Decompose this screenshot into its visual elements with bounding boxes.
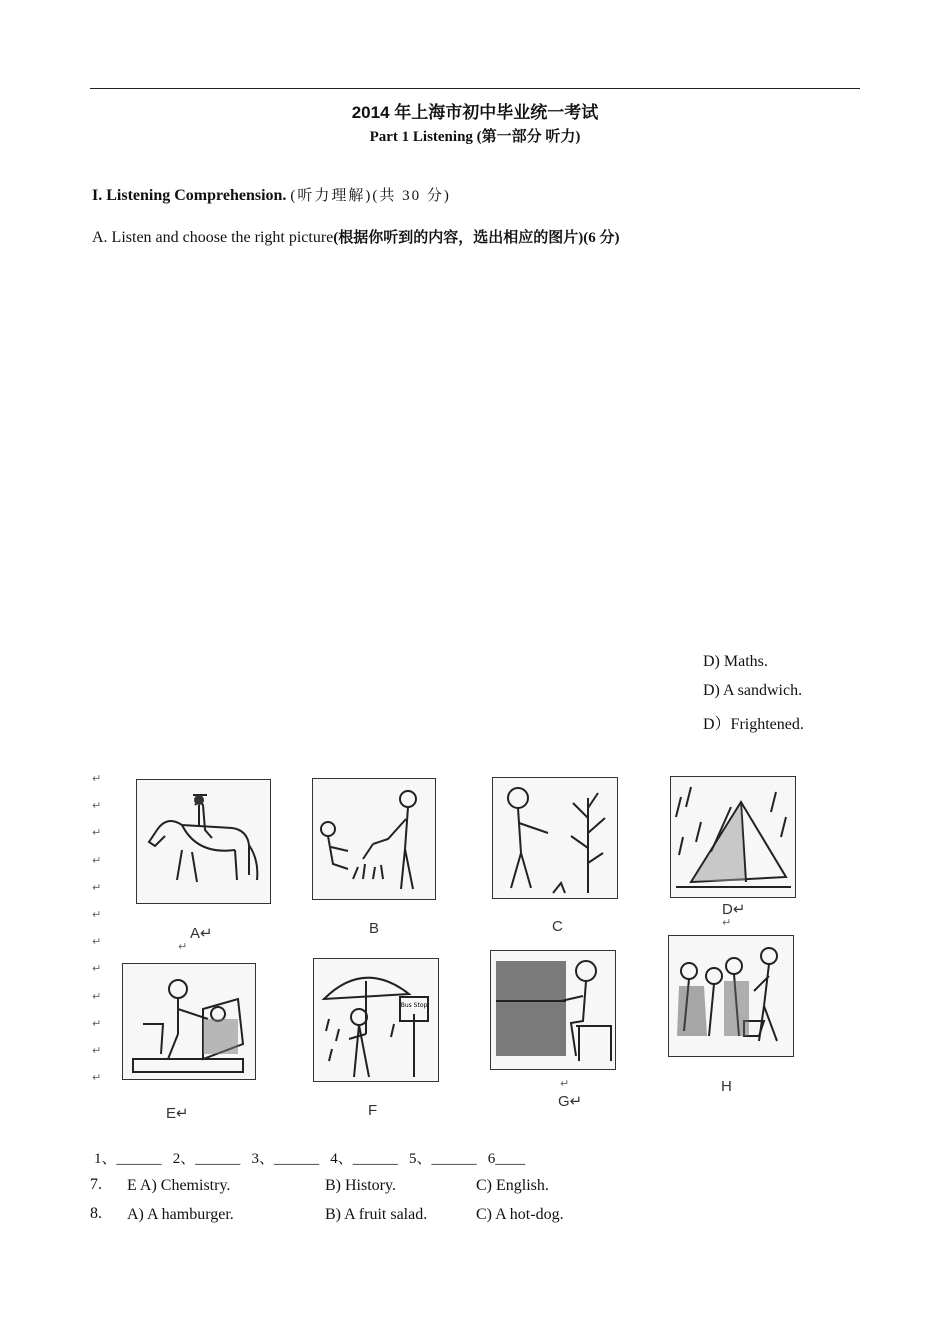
picture-h [668, 935, 794, 1057]
return-mark: ↵ [92, 935, 102, 949]
gardening-icon [313, 779, 435, 899]
picture-label-e: E↵ [166, 1105, 189, 1122]
option-d-maths: D) Maths. [703, 653, 768, 670]
return-mark: ↵ [178, 940, 188, 953]
question-7-option-a: E A) Chemistry. [127, 1177, 231, 1194]
picture-label-f: F [368, 1102, 378, 1119]
picture-label-c: C [552, 918, 563, 935]
question-7-option-c: C) English. [476, 1177, 549, 1194]
picture-g [490, 950, 616, 1070]
return-mark: ↵ [92, 989, 102, 1003]
picture-label-a: A↵ [190, 925, 213, 942]
question-7-option-b: B) History. [325, 1177, 396, 1194]
dentist-icon [123, 964, 255, 1079]
picture-label-d: D↵ [722, 901, 746, 918]
question-8-option-c: C) A hot-dog. [476, 1206, 564, 1223]
header-rule [90, 88, 860, 89]
picture-label-h: H [721, 1078, 732, 1095]
section-heading [92, 184, 451, 205]
return-mark: ↵ [92, 853, 102, 867]
bus-stop-sign: Bus Stop [400, 1002, 428, 1009]
picture-f [313, 958, 439, 1082]
return-mark: ↵ [92, 880, 102, 894]
piano-icon [491, 951, 615, 1069]
picture-d [670, 776, 796, 898]
return-mark: ↵ [722, 916, 732, 929]
return-marks [92, 772, 112, 1098]
picture-e [122, 963, 256, 1080]
horse-rider-icon [137, 780, 270, 903]
return-mark: ↵ [92, 907, 102, 921]
picture-c [492, 777, 618, 899]
instruction-text: A. Listen and choose the right picture [92, 229, 334, 246]
picture-a [136, 779, 271, 904]
picture-label-g: G↵ [558, 1093, 583, 1110]
return-mark: ↵ [92, 1016, 102, 1030]
return-mark: ↵ [560, 1077, 570, 1090]
tent-rain-icon [671, 777, 795, 897]
return-mark: ↵ [92, 962, 102, 976]
return-mark: ↵ [92, 799, 102, 813]
picture-b [312, 778, 436, 900]
picture-label-b: B [369, 920, 380, 937]
question-8-number: 8. [90, 1205, 102, 1222]
section-cn: (听力理解)(共 30 分) [290, 188, 451, 204]
question-8-option-b: B) A fruit salad. [325, 1206, 428, 1223]
instruction-a [92, 226, 620, 247]
option-d-frightened: D）Frightened. [703, 716, 804, 733]
section-label: I. Listening Comprehension. [92, 187, 287, 204]
return-mark: ↵ [92, 826, 102, 840]
instruction-cn: (根据你听到的内容，选出相应的图片)(6 分) [333, 230, 620, 246]
option-d-sandwich: D) A sandwich. [703, 682, 803, 699]
part-subtitle: Part 1 Listening (第一部分 听力) [369, 129, 581, 145]
return-mark: ↵ [92, 1071, 102, 1085]
question-7-number: 7. [90, 1176, 102, 1193]
group-people-icon [669, 936, 793, 1056]
boy-tree-icon [493, 778, 617, 898]
return-mark: ↵ [92, 772, 102, 785]
return-mark: ↵ [92, 1043, 102, 1057]
answer-blanks: 1、______ 2、______ 3、______ 4、______ 5、______ 6____ [94, 1151, 526, 1167]
umbrella-bus-stop-icon [314, 959, 438, 1081]
exam-title: 2014 年上海市初中毕业统一考试 [351, 103, 599, 122]
question-8-option-a: A) A hamburger. [127, 1206, 234, 1223]
